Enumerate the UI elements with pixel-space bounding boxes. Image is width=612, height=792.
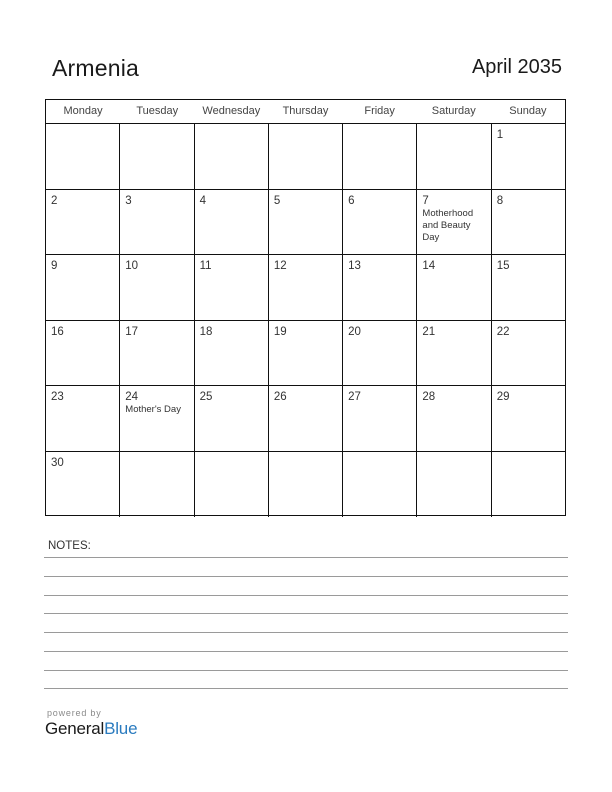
weekday-friday: Friday [364,105,395,117]
day-cell[interactable] [269,190,343,255]
day-cell[interactable] [343,255,417,320]
day-number: 18 [199,325,213,338]
day-number: 27 [348,391,361,403]
day-cell[interactable] [195,255,269,320]
day-number: 15 [496,260,510,272]
day-cell[interactable] [492,190,565,255]
day-cell[interactable] [195,124,269,189]
weeks-container [46,124,565,517]
day-cell[interactable] [492,255,565,320]
day-cell[interactable] [195,386,269,451]
day-cell[interactable] [417,190,491,255]
day-number: 20 [348,325,361,338]
day-number: 5 [273,194,281,207]
day-cell[interactable] [343,321,417,386]
day-cell[interactable] [343,190,417,255]
week-row [46,124,565,190]
brand-logo [45,719,137,739]
week-row [46,452,565,518]
footer-branding [45,708,137,739]
day-number: 14 [422,260,436,272]
day-number: 10 [125,260,139,272]
day-number: 8 [496,194,504,207]
day-cell[interactable] [120,452,194,518]
day-cell[interactable] [269,386,343,451]
day-cell[interactable] [417,386,491,451]
day-cell[interactable] [343,124,417,189]
day-cell[interactable] [417,452,491,518]
note-line [44,632,568,633]
note-line [44,651,568,652]
notes-label: NOTES: [48,540,91,552]
day-number: 16 [51,325,64,338]
day-cell[interactable] [269,255,343,320]
day-number: 25 [199,391,213,403]
day-number: 6 [348,194,355,207]
weekday-wednesday: Wednesday [202,105,261,117]
day-number: 24 [125,391,139,403]
day-number: 1 [496,129,504,141]
note-line [44,688,568,689]
day-number: 13 [348,260,361,272]
day-number: 30 [51,456,64,469]
day-cell[interactable] [269,124,343,189]
day-number: 23 [51,391,64,403]
day-number: 26 [273,391,287,403]
holiday-label: Mother's Day [125,404,181,415]
day-cell[interactable] [492,321,565,386]
day-cell[interactable] [195,190,269,255]
holiday-label: Motherhood and Beauty Day [422,207,474,243]
day-cell[interactable] [46,321,120,386]
day-cell[interactable] [120,190,194,255]
weekday-monday: Monday [63,105,103,117]
day-cell[interactable] [195,452,269,518]
day-number: 28 [422,391,436,403]
day-cell[interactable] [46,386,120,451]
day-cell[interactable] [417,255,491,320]
weekday-sunday: Sunday [509,105,547,117]
day-cell[interactable] [120,386,194,451]
day-cell[interactable] [343,386,417,451]
day-number: 17 [125,325,139,338]
day-number: 29 [496,391,510,403]
day-cell[interactable] [269,321,343,386]
brand-general-text: General [45,719,105,738]
day-number: 22 [496,325,510,338]
day-number: 12 [273,260,287,272]
month-year-title: April 2035 [471,56,562,78]
day-cell[interactable] [492,124,565,189]
powered-by-text: powered by [47,708,102,718]
note-line [44,576,568,577]
day-cell[interactable] [120,124,194,189]
day-cell[interactable] [269,452,343,518]
weekday-thursday: Thursday [282,105,329,117]
day-number: 19 [273,325,287,338]
week-row [46,255,565,321]
note-line [44,670,568,671]
day-number: 21 [422,325,436,338]
week-row [46,190,565,256]
day-cell[interactable] [417,124,491,189]
day-cell[interactable] [46,124,120,189]
day-number: 7 [422,194,429,207]
day-cell[interactable] [46,255,120,320]
day-cell[interactable] [120,321,194,386]
weekday-header-row [46,100,565,124]
day-cell[interactable] [492,386,565,451]
day-number: 9 [51,260,58,272]
day-cell[interactable] [492,452,565,518]
note-line [44,595,568,596]
day-number: 11 [199,260,212,272]
day-cell[interactable] [46,190,120,255]
day-number: 3 [125,194,132,207]
week-row [46,321,565,387]
country-title: Armenia [52,55,140,81]
weekday-saturday: Saturday [431,105,476,117]
day-cell[interactable] [417,321,491,386]
day-cell[interactable] [46,452,120,518]
day-number: 4 [199,194,206,207]
day-cell[interactable] [343,452,417,518]
calendar-grid [45,99,566,516]
weekday-tuesday: Tuesday [136,105,179,117]
week-row [46,386,565,452]
note-line [44,613,568,614]
day-cell[interactable] [195,321,269,386]
brand-blue-text: Blue [104,719,138,738]
day-number: 2 [51,194,58,207]
day-cell[interactable] [120,255,194,320]
note-line [44,557,568,558]
